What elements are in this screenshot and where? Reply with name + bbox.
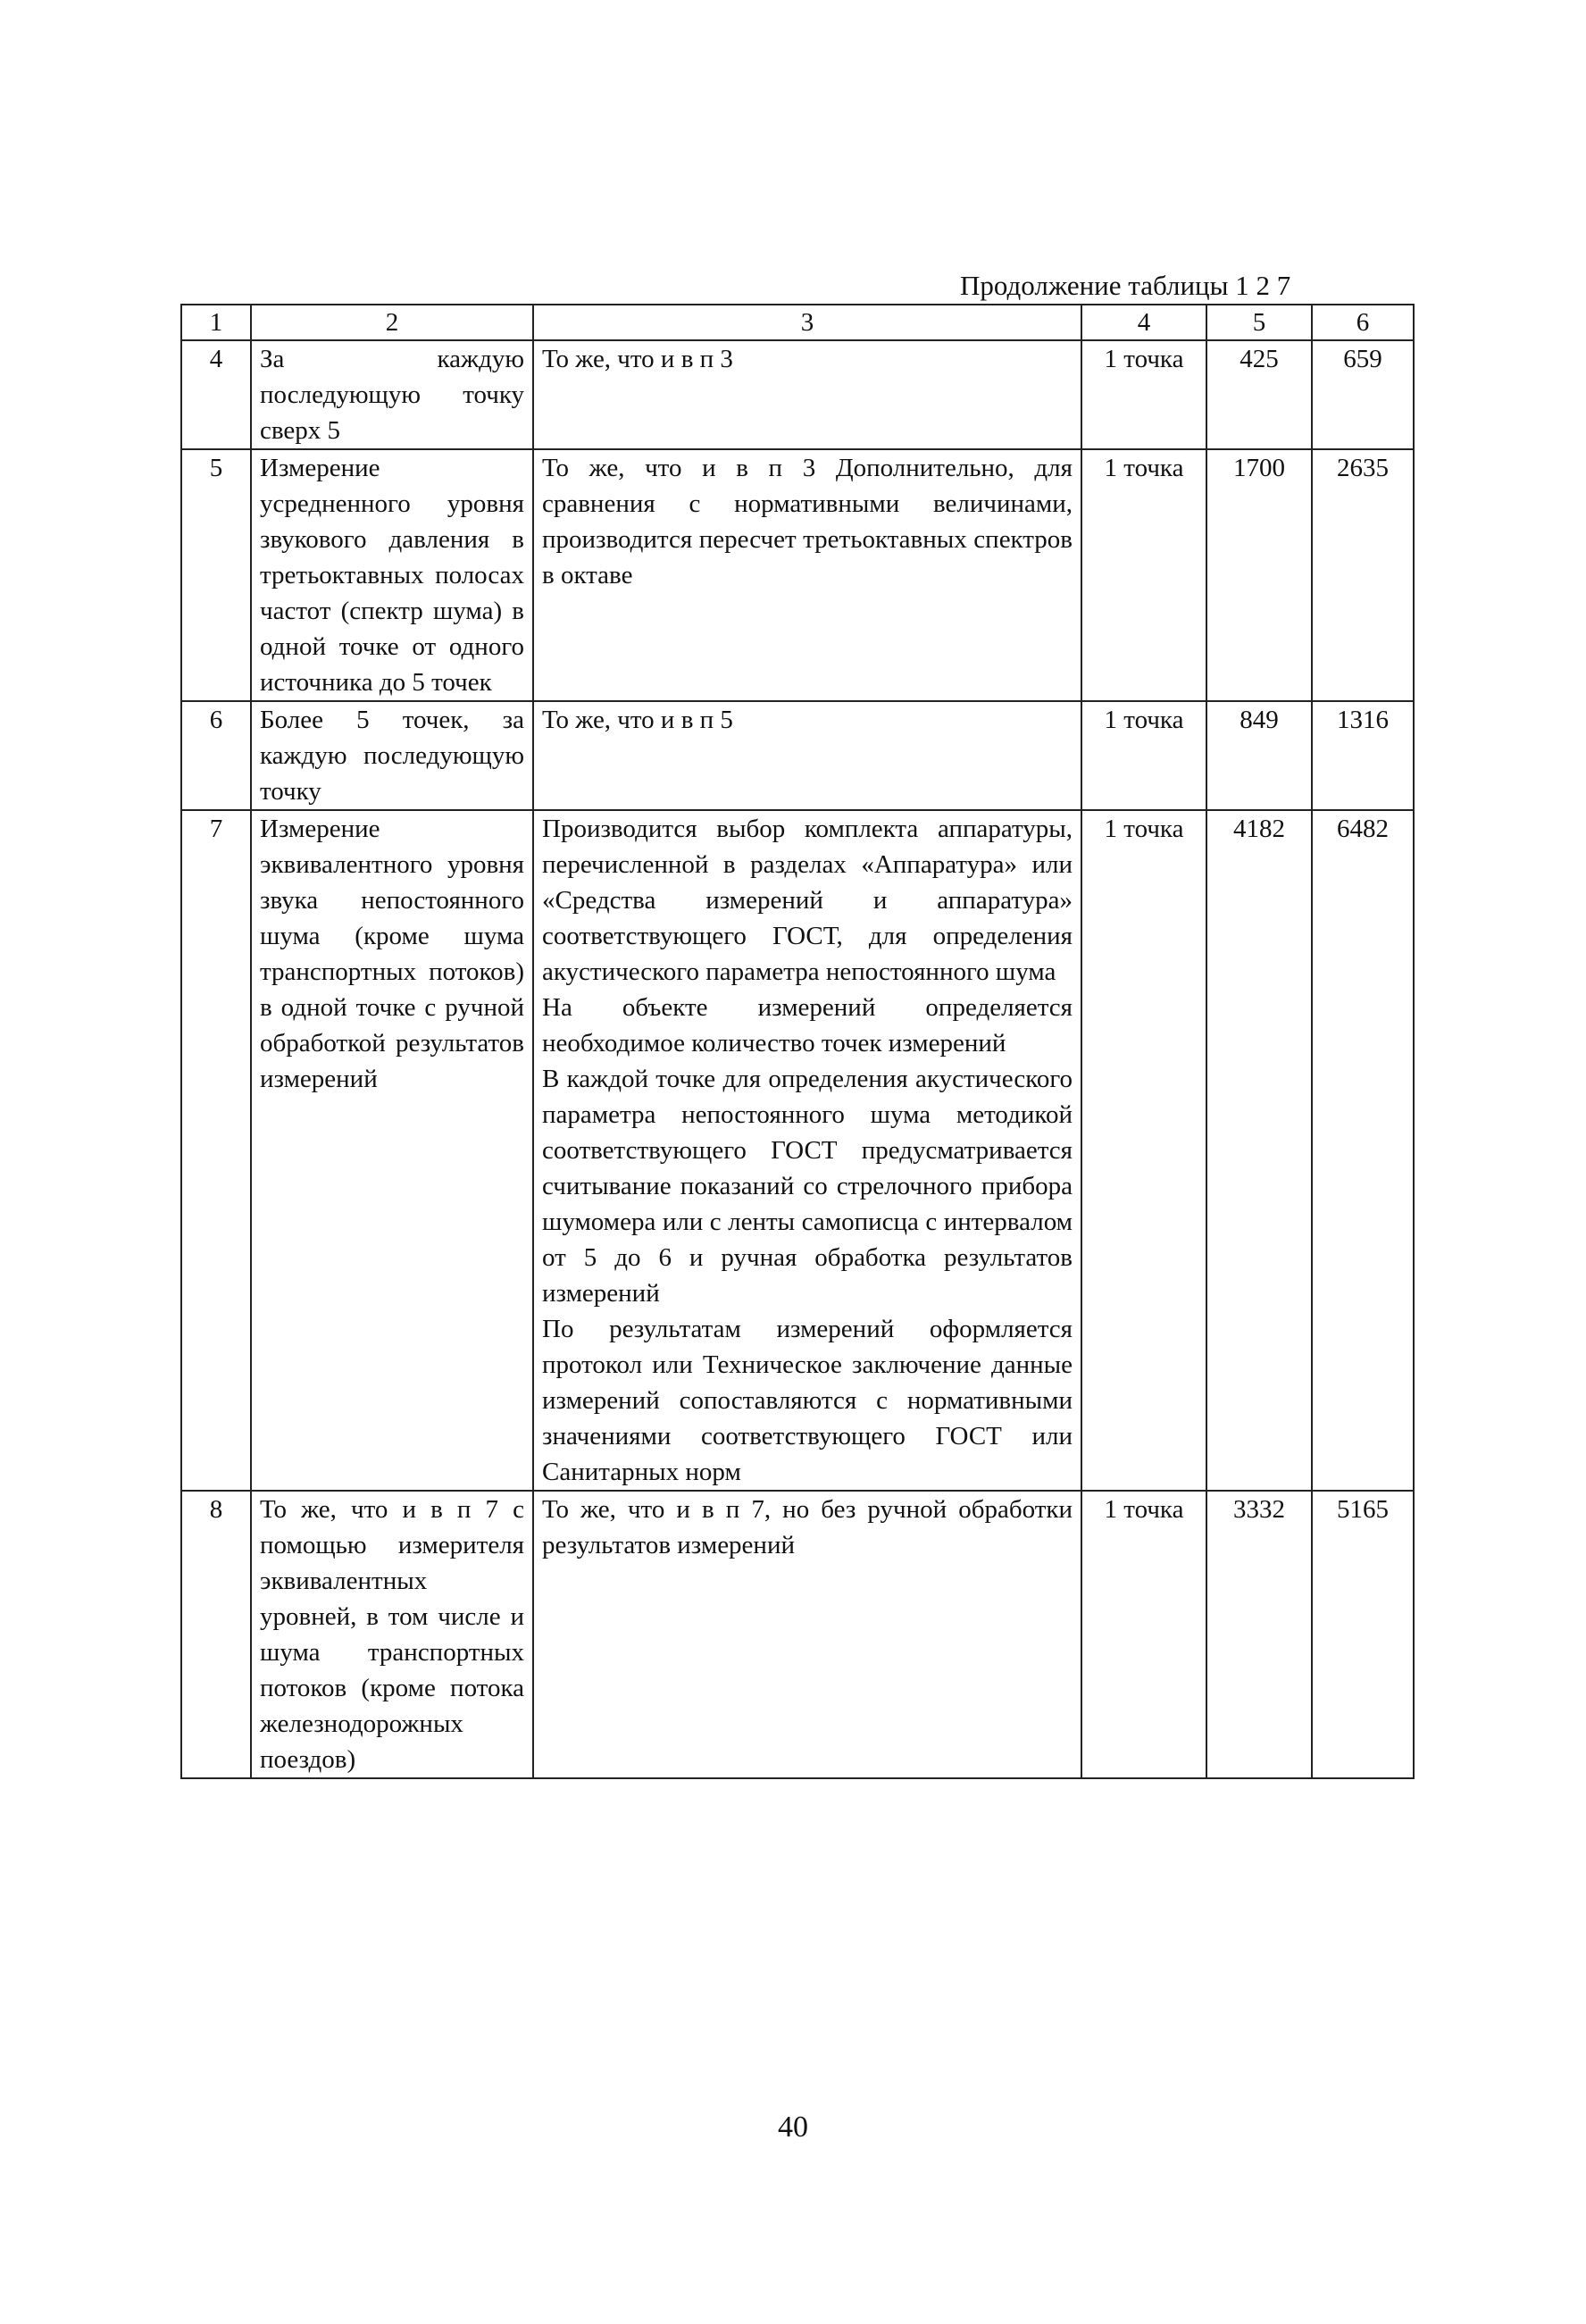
column-number-row [181,305,1414,340]
row-number: 5 [181,449,251,701]
column-header-4: 4 [1081,305,1206,340]
work-content-paragraph: В каждой точке для определения акустического параметра непостоянного шума методикой соответствующего ГОСТ предусматривается считывание показаний со стрелочного прибора шумомера или с ленты самописца с интервалом от 5 до 6 и ручная обработка результатов измерений [542,1065,1073,1308]
column-header-1: 1 [181,305,251,340]
table-row [181,701,1414,810]
price-1: 4182 [1206,810,1312,1491]
row-number: 4 [181,340,251,449]
unit: 1 точка [1081,810,1206,1491]
unit: 1 точка [1081,340,1206,449]
work-content [533,701,1081,810]
work-content [533,1491,1081,1778]
work-content-paragraph: Производится выбор комплекта аппаратуры, перечисленной в разделах «Аппаратура» или «Средства измерений и аппаратура» соответствующего ГОСТ, для определения акустического параметра непостоянного шума [542,815,1073,986]
work-content-paragraph: То же, что и в п 3 [542,345,733,373]
unit: 1 точка [1081,1491,1206,1778]
price-2: 1316 [1312,701,1414,810]
table-caption: Продолжение таблицы 1 2 7 [960,270,1291,301]
price-2: 6482 [1312,810,1414,1491]
work-content-paragraph: То же, что и в п 7, но без ручной обработки результатов измерений [542,1495,1073,1559]
row-number: 7 [181,810,251,1491]
work-content [533,340,1081,449]
column-header-5: 5 [1206,305,1312,340]
work-name: Измерение эквивалентного уровня звука непостоянного шума (кроме шума транспортных потоков) в одной точке с ручной обработкой результатов измерений [251,810,533,1491]
table-row [181,1491,1414,1778]
price-2: 2635 [1312,449,1414,701]
column-header-3: 3 [533,305,1081,340]
work-content [533,449,1081,701]
price-1: 849 [1206,701,1312,810]
work-name: Более 5 точек, за каждую последующую точку [251,701,533,810]
price-1: 3332 [1206,1491,1312,1778]
column-header-6: 6 [1312,305,1414,340]
work-content-paragraph: По результатам измерений оформляется протокол или Техническое заключение данные измерений сопоставляются с нормативными значениями соответствующего ГОСТ или Санитарных норм [542,1315,1073,1486]
row-number: 8 [181,1491,251,1778]
work-name: То же, что и в п 7 с помощью измерителя эквивалентных уровней, в том числе и шума транспортных потоков (кроме потока железнодорожных поездов) [251,1491,533,1778]
table-row [181,340,1414,449]
column-header-2: 2 [251,305,533,340]
page-number: 40 [778,2111,808,2144]
unit: 1 точка [1081,701,1206,810]
table-row [181,810,1414,1491]
price-2: 659 [1312,340,1414,449]
price-2: 5165 [1312,1491,1414,1778]
work-name: Измерение усредненного уровня звукового давления в третьоктавных полосах частот (спектр шума) в одной точке от одного источника до 5 точек [251,449,533,701]
table-row [181,449,1414,701]
price-table [180,304,1415,1779]
work-content-paragraph: То же, что и в п 3 Дополнительно, для сравнения с нормативными величинами, производится пересчет третьоктавных спектров в октаве [542,454,1073,589]
price-1: 1700 [1206,449,1312,701]
row-number: 6 [181,701,251,810]
unit: 1 точка [1081,449,1206,701]
work-name: За каждую последующую точку сверх 5 [251,340,533,449]
work-content-paragraph: На объекте измерений определяется необходимое количество точек измерений [542,993,1073,1058]
work-content [533,810,1081,1491]
price-1: 425 [1206,340,1312,449]
work-content-paragraph: То же, что и в п 5 [542,706,733,734]
